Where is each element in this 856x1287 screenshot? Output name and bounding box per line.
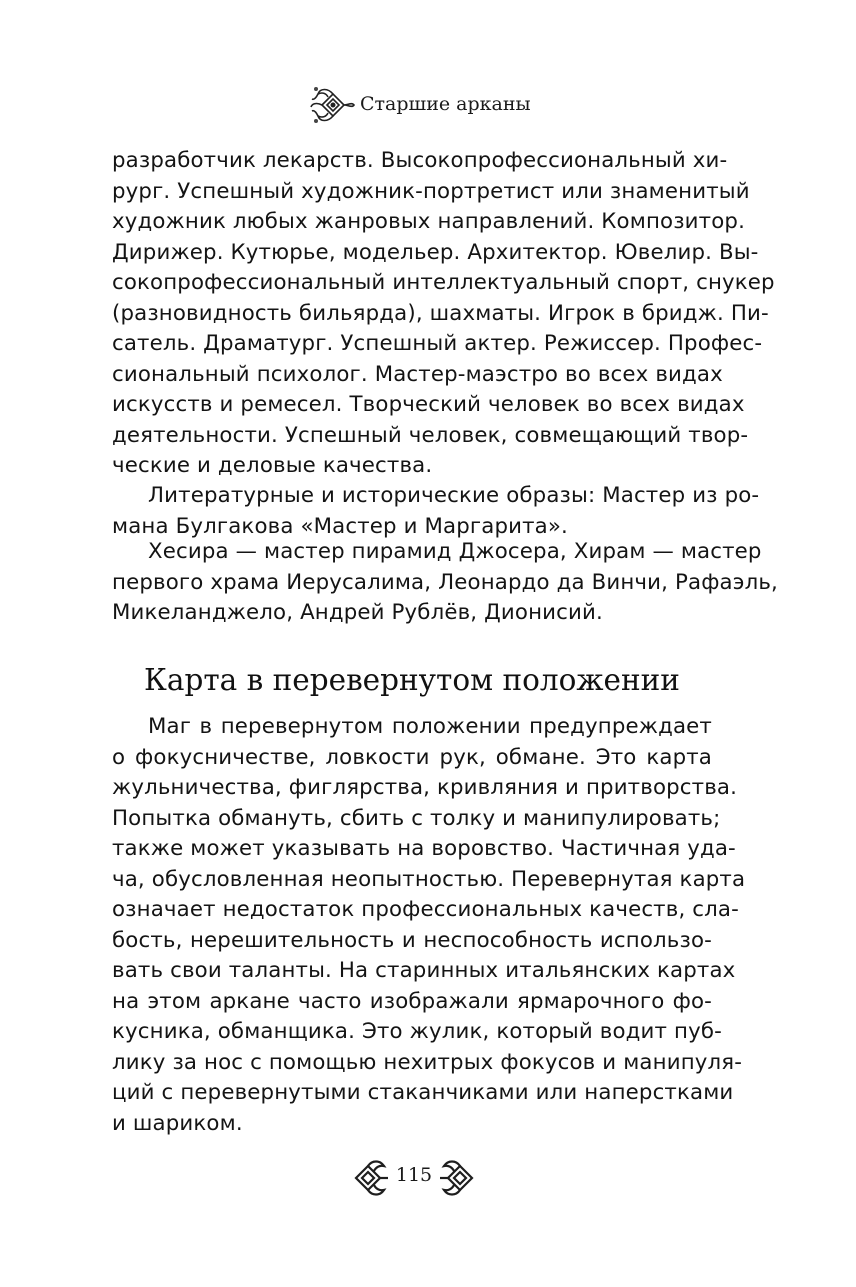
text-line: (разновидность бильярда), шахматы. Игрок в бридж. Пи- [112, 300, 769, 326]
text-line: означает недостаток профессиональных качеств, сла- [112, 897, 739, 922]
text-line: ча, обусловленная неопытностью. Перевернутая карта [112, 866, 746, 892]
text-line: сиональный психолог. Мастер-маэстро во всех видах [112, 361, 723, 387]
text-line: также может указывать на воровство. Частичная уда- [112, 836, 736, 861]
text-line: Микеланджело, Андрей Рублёв, Дионисий. [112, 600, 603, 625]
text-line: ций с перевернутыми стаканчиками или наперстками [112, 1080, 734, 1105]
text-line: сокопрофессиональный интеллектуальный спорт, снукер [112, 270, 775, 295]
text-line: деятельности. Успешный человек, совмещающий твор- [112, 422, 749, 448]
text-line: лику за нос с помощью нехитрых фокусов и манипуля- [112, 1049, 743, 1075]
text-line: Дирижер. Кутюрье, модельер. Архитектор. Ювелир. Вы- [112, 239, 759, 265]
text-line: бость, нерешительность и неспособность использо- [112, 927, 712, 953]
text-line: и шариком. [112, 1110, 243, 1136]
body-paragraph-1 [112, 146, 775, 482]
text-line: художник любых жанровых направлений. Композитор. [112, 209, 745, 234]
running-head-title: Старшие арканы [360, 93, 531, 115]
text-line: Хесира — мастер пирамид Джосера, Хирам — мастер [148, 539, 762, 564]
text-line: разработчик лекарств. Высокопрофессиональный хи- [112, 148, 728, 173]
section-heading: Карта в перевернутом положении [144, 663, 680, 697]
page-footer [354, 1156, 474, 1200]
text-line: сатель. Драматург. Успешный актер. Режиссер. Профес- [112, 331, 763, 356]
text-line: Литературные и исторические образы: Мастер из ро- [148, 483, 760, 508]
body-paragraph-2 [112, 481, 760, 542]
body-paragraph-3 [112, 537, 778, 629]
text-line: рург. Успешный художник-портретист или знаменитый [112, 178, 750, 204]
floral-ornament-icon [308, 80, 358, 130]
text-line: жульничества, фиглярства, кривляния и притворства. [112, 775, 738, 800]
text-line: кусника, обманщика. Это жулик, который водит пуб- [112, 1019, 722, 1044]
text-line: Попытка обмануть, сбить с толку и манипулировать; [112, 805, 721, 831]
text-line: мана Булгакова «Мастер и Маргарита». [112, 513, 568, 539]
text-line: первого храма Иерусалима, Леонардо да Винчи, Рафаэль, [112, 569, 778, 595]
text-line: Маг в перевернутом положении предупреждает [148, 714, 712, 739]
text-line: о фокусничестве, ловкости рук, обмане. Это карта [112, 744, 712, 770]
text-line: искусств и ремесел. Творческий человек во всех видах [112, 392, 745, 417]
page-number: 115 [395, 1164, 433, 1186]
text-line: на этом аркане часто изображали ярмарочного фо- [112, 988, 712, 1014]
text-line: ческие и деловые качества. [112, 453, 433, 478]
knot-ornament-icon [438, 1156, 474, 1200]
running-head [308, 80, 568, 130]
text-line: вать свои таланты. На старинных итальянских картах [112, 958, 736, 983]
body-paragraph-4 [112, 712, 746, 1139]
